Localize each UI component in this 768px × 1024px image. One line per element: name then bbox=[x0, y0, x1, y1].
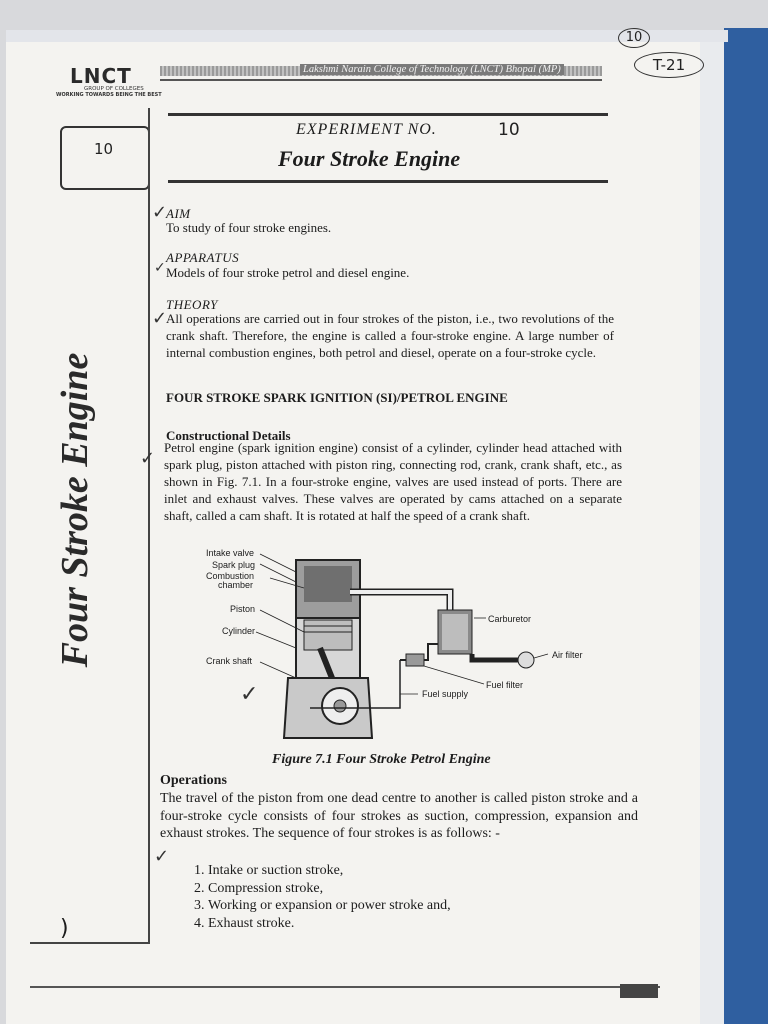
section-title: FOUR STROKE SPARK IGNITION (SI)/PETROL ENGINE bbox=[166, 390, 508, 405]
figure-caption: Figure 7.1 Four Stroke Petrol Engine bbox=[272, 752, 491, 767]
air-filter bbox=[518, 652, 534, 668]
experiment-label: EXPERIMENT NO. bbox=[296, 121, 437, 138]
apparatus-text: Models of four stroke petrol and diesel engine. bbox=[166, 265, 410, 280]
label-piston: Piston bbox=[230, 604, 256, 614]
page-title: Four Stroke Engine bbox=[278, 146, 461, 171]
title-rule-top bbox=[168, 113, 608, 116]
margin-bottom-line bbox=[30, 942, 150, 944]
logo-group-text: GROUP OF COLLEGES bbox=[84, 86, 144, 92]
experiment-number-box bbox=[60, 126, 150, 190]
handwritten-mark: ) bbox=[60, 916, 69, 941]
label-combustion: Combustion bbox=[206, 571, 255, 581]
label-air-filter: Air filter bbox=[552, 650, 583, 660]
logo-tagline: WORKING TOWARDS BEING THE BEST bbox=[56, 92, 162, 98]
college-logo: LNCT bbox=[70, 64, 132, 88]
list-item: 2. Compression stroke, bbox=[208, 880, 451, 898]
label-crank-shaft: Crank shaft bbox=[206, 656, 253, 666]
label-fuel-filter: Fuel filter bbox=[486, 680, 524, 690]
experiment-number: 10 bbox=[498, 120, 520, 140]
constructional-text: Petrol engine (spark ignition engine) consist of a cylinder, cylinder head attached with spark plug, piston attached with piston ring, connecting rod, crank, crank shaft, etc., as shown in Fig. 7.1. In a four-stroke engine, valves are used instead of ports. There are inlet and exhaust valves. These valves are operated by cams attached on a separate shaft, called a cam shaft. It is rotated at half the speed of a crank shaft. bbox=[164, 440, 622, 523]
college-name: Lakshmi Narain College of Technology (LNCT) Bhopal (MP) bbox=[300, 64, 564, 75]
aim-text: To study of four stroke engines. bbox=[166, 220, 332, 235]
operations-text: The travel of the piston from one dead centre to another is called piston stroke and a four-stroke cycle consists of four strokes as suction, compression, expansion and exhaust strokes. The sequence of four strokes is as follows: - bbox=[160, 791, 638, 841]
check-mark: ✓ bbox=[152, 202, 168, 223]
header-rule bbox=[160, 79, 602, 81]
list-item: 4. Exhaust stroke. bbox=[208, 915, 451, 933]
title-rule-bottom bbox=[168, 180, 608, 183]
label-fuel-supply: Fuel supply bbox=[422, 689, 469, 699]
constructional-heading: Constructional Details bbox=[166, 428, 291, 443]
operations-heading: Operations bbox=[160, 773, 227, 788]
handwritten-page-tag: T-21 bbox=[634, 52, 704, 78]
footer-logo-block bbox=[620, 984, 658, 998]
piston bbox=[304, 620, 352, 650]
apparatus-heading: APPARATUS bbox=[166, 250, 240, 265]
box-handwritten-number: 10 bbox=[94, 140, 114, 158]
check-mark: ✓ bbox=[140, 448, 156, 469]
label-carburetor: Carburetor bbox=[488, 614, 532, 624]
handwritten-circle-number: 10 bbox=[618, 28, 650, 48]
label-spark-plug: Spark plug bbox=[212, 560, 256, 570]
list-item: 3. Working or expansion or power stroke and, bbox=[208, 897, 451, 915]
theory-text: All operations are carried out in four strokes of the piston, i.e., two revolutions of the crank shaft. Therefore, the engine is called a four-stroke engine. A large number of internal combustion engines, both petrol and diesel, operate on a four-stroke cycle. bbox=[166, 311, 614, 360]
theory-heading: THEORY bbox=[166, 297, 218, 312]
aim-heading: AIM bbox=[166, 206, 191, 221]
blue-background bbox=[724, 28, 768, 1024]
label-intake-valve: Intake valve bbox=[206, 548, 255, 558]
margin-line bbox=[148, 108, 150, 944]
label-cylinder: Cylinder bbox=[222, 626, 256, 636]
check-mark: ✓ bbox=[154, 260, 166, 276]
check-mark: ✓ bbox=[152, 308, 168, 329]
check-mark: ✓ bbox=[240, 682, 259, 707]
combustion-chamber bbox=[304, 566, 352, 602]
fuel-filter bbox=[406, 654, 424, 666]
check-mark: ✓ bbox=[154, 846, 170, 867]
stroke-list bbox=[186, 862, 451, 932]
side-title: Four Stroke Engine bbox=[54, 352, 96, 668]
petrol-engine-diagram bbox=[200, 548, 620, 748]
footer-rule bbox=[30, 986, 660, 988]
label-chamber: chamber bbox=[218, 580, 254, 590]
list-item: 1. Intake or suction stroke, bbox=[208, 862, 451, 880]
